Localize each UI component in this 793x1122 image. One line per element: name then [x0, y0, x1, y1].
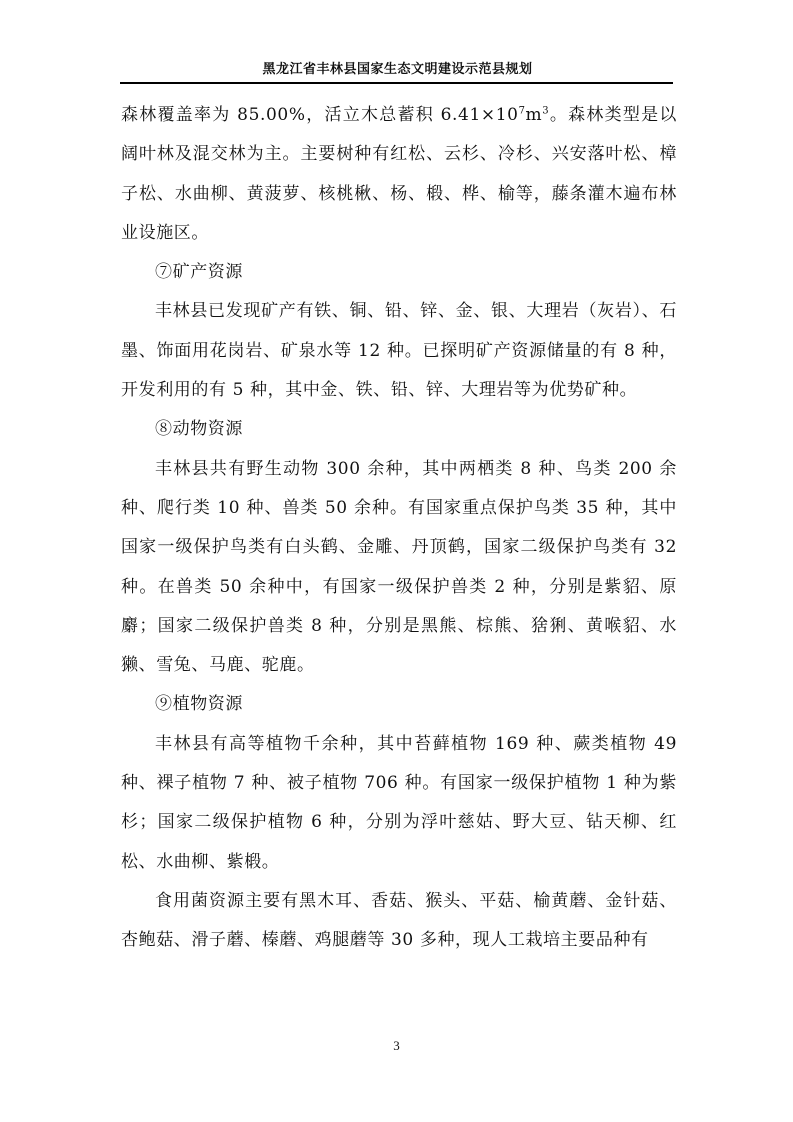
section-heading-plant: ⑨植物资源 [155, 694, 243, 715]
forest-text-end: 。森林类型是以阔叶林及混交林为主。主要树种有红松、云杉、冷杉、兴安落叶松、樟子松、水曲柳、黄菠萝、核桃楸、杨、椴、桦、榆等，藤条灌木遍布林业设施区。 [121, 105, 678, 243]
paragraph-forest [121, 96, 677, 253]
paragraph-fungi: 食用菌资源主要有黑木耳、香菇、猴头、平菇、榆黄蘑、金针菇、杏鲍菇、滑子蘑、榛蘑、鸡腿蘑等 30 多种，现人工栽培主要品种有 [121, 890, 677, 951]
header-rule [120, 82, 673, 84]
forest-text-start: 森林覆盖率为 85.00%，活立木总蓄积 6.41×10 [121, 105, 519, 125]
forest-unit: m [525, 105, 543, 125]
forest-unit-exponent: 3 [542, 105, 550, 117]
paragraph-mineral: 丰林县已发现矿产有铁、铜、铅、锌、金、银、大理岩（灰岩）、石墨、饰面用花岗岩、矿泉水等 12 种。已探明矿产资源储量的有 8 种，开发利用的有 5 种，其中金、铁、铅、锌、大理岩等为优势矿种。 [121, 301, 677, 401]
section-heading-mineral: ⑦矿产资源 [155, 262, 243, 283]
section-heading-animal: ⑧动物资源 [155, 419, 243, 440]
forest-exponent: 7 [518, 105, 526, 117]
paragraph-plant: 丰林县有高等植物千余种，其中苔藓植物 169 种、蕨类植物 49 种、裸子植物 7 种、被子植物 706 种。有国家一级保护植物 1 种为紫杉；国家二级保护植物 6 种，分别为浮叶慈姑、野大豆、钻天柳、红松、水曲柳、紫椴。 [121, 733, 677, 872]
page-number: 3 [393, 1038, 400, 1053]
paragraph-animal: 丰林县共有野生动物 300 余种，其中两栖类 8 种、鸟类 200 余种、爬行类 10 种、兽类 50 余种。有国家重点保护鸟类 35 种，其中国家一级保护鸟类有白头鹤、金雕、丹顶鹤，国家二级保护鸟类有 32 种。在兽类 50 余种中，有国家一级保护兽类 2 种，分别是紫貂、原麝；国家二级保护兽类 8 种，分别是黑熊、棕熊、猞猁、黄喉貂、水獭、雪兔、马鹿、驼鹿。 [121, 458, 677, 676]
body-text [121, 96, 677, 961]
running-header: 黑龙江省丰林县国家生态文明建设示范县规划 [262, 62, 533, 77]
